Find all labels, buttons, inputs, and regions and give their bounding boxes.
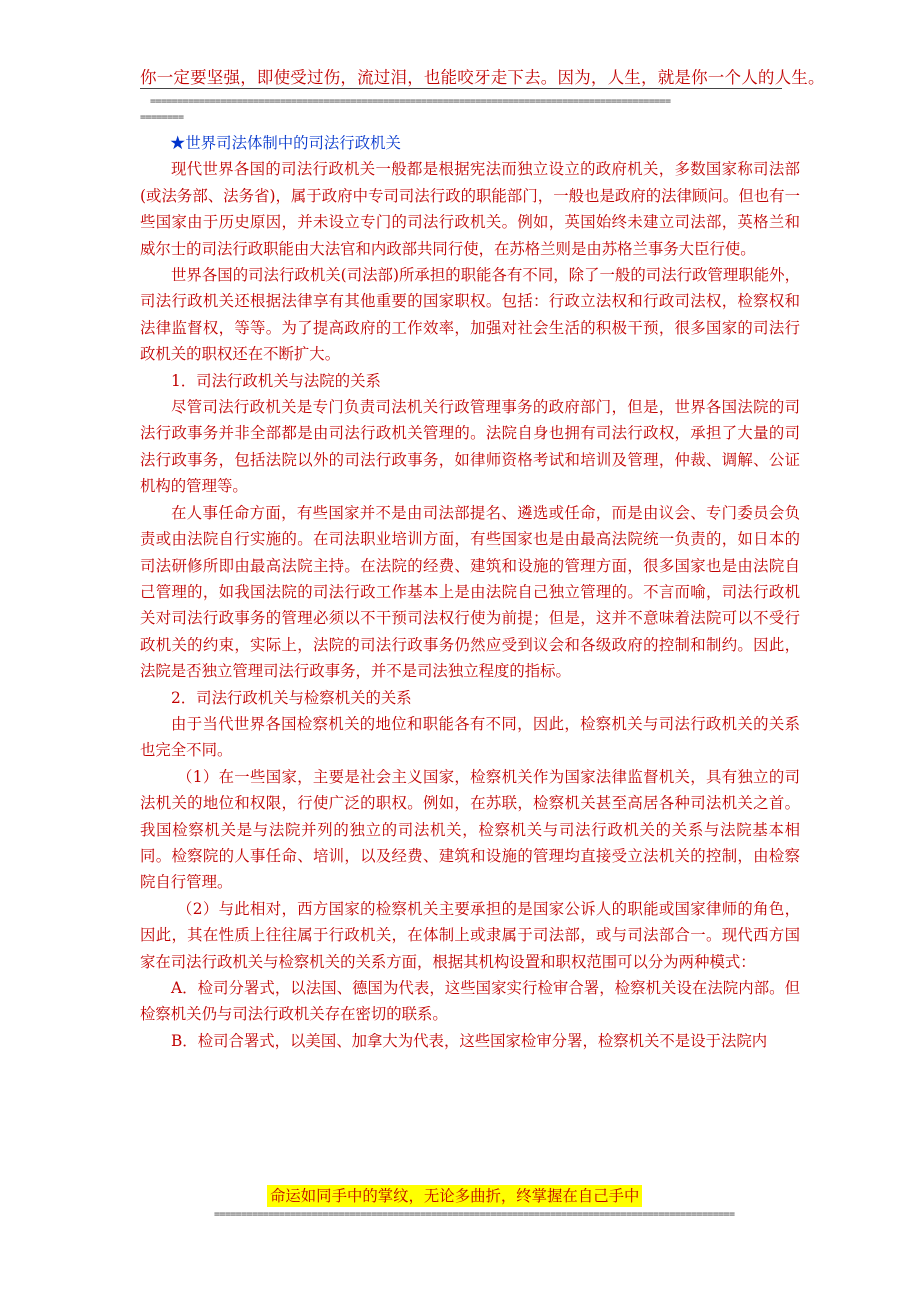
header-separator: ================================================================================================ <box>150 96 671 107</box>
footer-quote: 命运如同手中的掌纹，无论多曲折，终掌握在自己手中 <box>267 1185 642 1207</box>
section-heading: 1．司法行政机关与法院的关系 <box>171 371 381 390</box>
paragraph: 世界各国的司法行政机关(司法部)所承担的职能各有不同，除了一般的司法行政管理职能外，司法行政机关还根据法律享有其他重要的国家职权。包括：行政立法权和行政司法权，检察权和法律监督权，等等。为了提高政府的工作效率，加强对社会生活的积极干预，很多国家的司法行政机关的职权还在不断扩大。 <box>140 266 800 364</box>
paragraph: 由于当代世界各国检察机关的地位和职能各有不同，因此，检察机关与司法行政机关的关系也完全不同。 <box>140 714 800 760</box>
paragraph: 在人事任命方面，有些国家并不是由司法部提名、遴选或任命，而是由议会、专门委员会负责或由法院自行实施的。在司法职业培训方面，有些国家也是由最高法院统一负责的，如日本的司法研修所即由最高法院主持。在法院的经费、建筑和设施的管理方面，很多国家也是由法院自己管理的，如我国法院的司法行政工作基本上是由法院自己独立管理的。不言而喻，司法行政机关对司法行政事务的管理必须以不干预司法权行使为前提；但是，这并不意味着法院可以不受行政机关的约束，实际上，法院的司法行政事务仍然应受到议会和各级政府的控制和制约。因此，法院是否独立管理司法行政事务，并不是司法独立程度的指标。 <box>140 503 800 681</box>
article-body <box>140 130 800 1054</box>
header-rule <box>140 88 782 89</box>
paragraph: （2）与此相对，西方国家的检察机关主要承担的是国家公诉人的职能或国家律师的角色，因此，其在性质上往往属于行政机关，在体制上或隶属于司法部，或与司法部合一。现代西方国家在司法行政机关与检察机关的关系方面，根据其机构设置和职权范围可以分为两种模式： <box>140 899 800 971</box>
paragraph: 现代世界各国的司法行政机关一般都是根据宪法而独立设立的政府机关，多数国家称司法部(或法务部、法务省)，属于政府中专司司法行政的职能部门，一般也是政府的法律顾问。但也有一些国家由于历史原因，并未设立专门的司法行政机关。例如，英国始终未建立司法部，英格兰和威尔士的司法行政职能由大法官和内政部共同行使，在苏格兰则是由苏格兰事务大臣行使。 <box>140 160 800 258</box>
article-title: ★世界司法体制中的司法行政机关 <box>170 134 401 152</box>
paragraph: B．检司合署式，以美国、加拿大为代表，这些国家检审分署，检察机关不是设于法院内 <box>171 1031 768 1050</box>
header-separator-tail: ======== <box>140 112 184 123</box>
paragraph: A．检司分署式，以法国、德国为代表，这些国家实行检审合署，检察机关设在法院内部。但检察机关仍与司法行政机关存在密切的联系。 <box>140 979 800 1024</box>
section-heading: 2．司法行政机关与检察机关的关系 <box>171 688 412 707</box>
paragraph: （1）在一些国家，主要是社会主义国家，检察机关作为国家法律监督机关，具有独立的司法机关的地位和权限，行使广泛的职权。例如，在苏联，检察机关甚至高居各种司法机关之首。我国检察机关是与法院并列的独立的司法机关，检察机关与司法行政机关的关系与法院基本相同。检察院的人事任命、培训，以及经费、建筑和设施的管理均直接受立法机关的控制，由检察院自行管理。 <box>140 767 800 892</box>
header-quote: 你一定要坚强，即使受过伤，流过泪，也能咬牙走下去。因为，人生，就是你一个人的人生。 <box>140 68 825 87</box>
paragraph: 尽管司法行政机关是专门负责司法机关行政管理事务的政府部门，但是，世界各国法院的司法行政事务并非全部都是由司法行政机关管理的。法院自身也拥有司法行政权，承担了大量的司法行政事务，包括法院以外的司法行政事务，如律师资格考试和培训及管理，仲裁、调解、公证机构的管理等。 <box>140 398 800 496</box>
footer-separator: ================================================================================================ <box>214 1209 735 1220</box>
